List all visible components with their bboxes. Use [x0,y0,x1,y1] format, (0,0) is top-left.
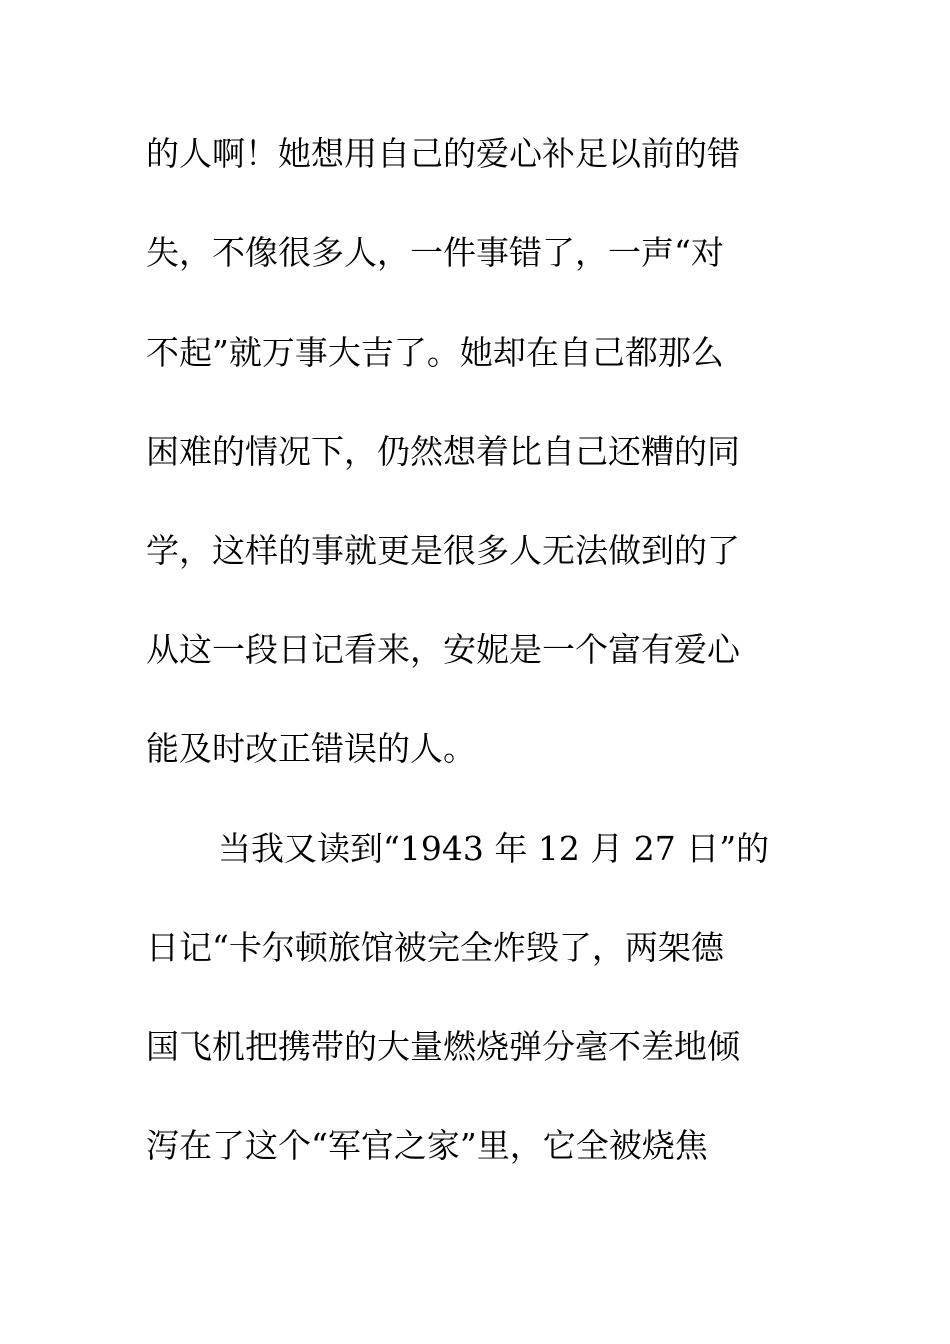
text-line: 日记“卡尔顿旅馆被完全炸毁了，两架德 [146,928,724,967]
text-line: 从这一段日记看来，安妮是一个富有爱心 [146,630,740,669]
text-line: 学，这样的事就更是很多人无法做到的了 [146,531,740,570]
text-line: 的人啊！她想用自己的爱心补足以前的错 [146,134,740,173]
text-line: 失，不像很多人，一件事错了，一声“对 [146,233,724,272]
text-line: 不起”就万事大吉了。她却在自己都那么 [146,333,724,372]
text-line: 泻在了这个“军官之家”里，它全被烧焦 [146,1126,708,1165]
paragraph-start-line: 当我又读到“1943 年 12 月 27 日”的 [218,829,770,868]
text-line: 能及时改正错误的人。 [146,729,476,768]
text-line: 困难的情况下，仍然想着比自己还糟的同 [146,432,740,471]
text-line: 国飞机把携带的大量燃烧弹分毫不差地倾 [146,1027,740,1066]
